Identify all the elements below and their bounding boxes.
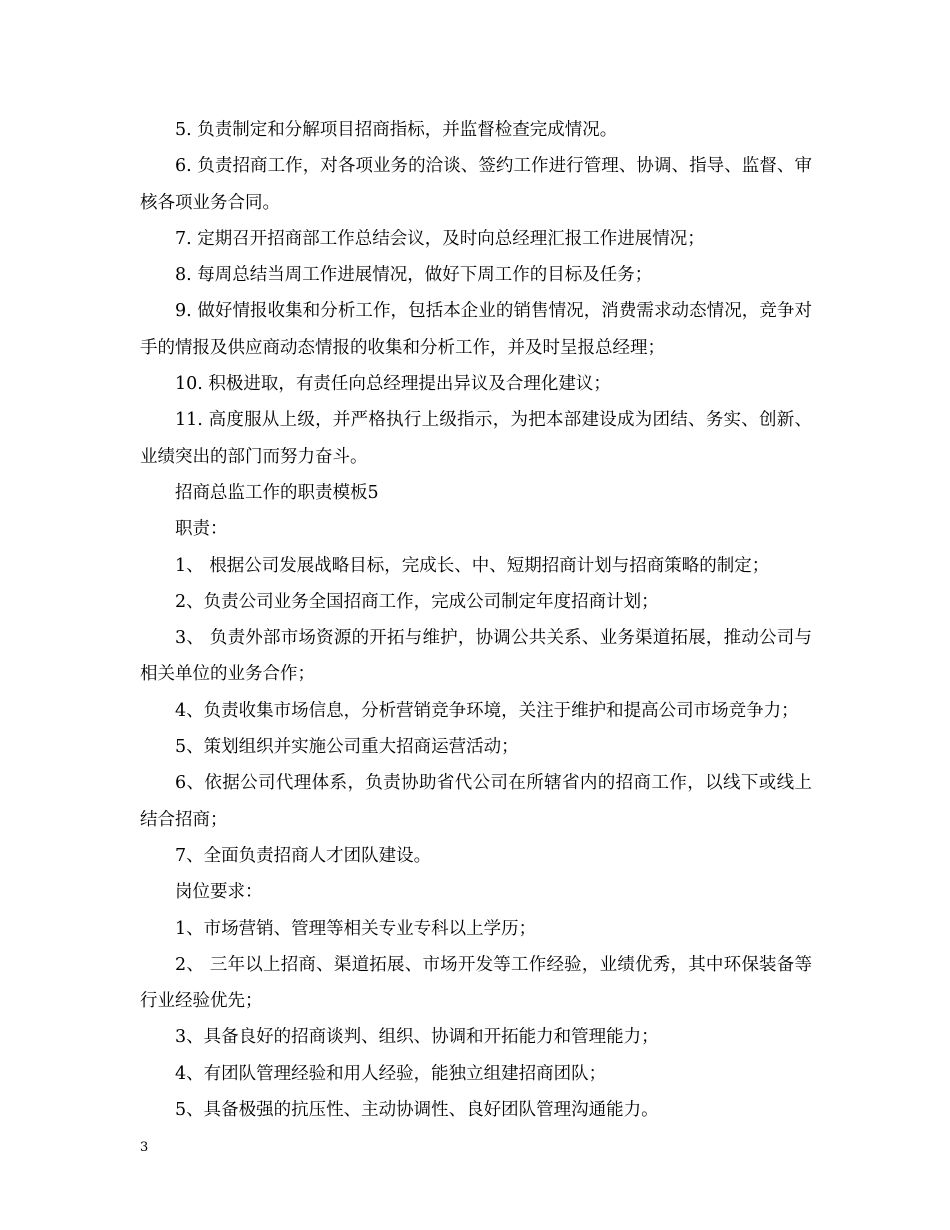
paragraph: 1、 根据公司发展战略目标，完成长、中、短期招商计划与招商策略的制定； xyxy=(175,555,770,576)
paragraph: 7、全面负责招商人才团队建设。 xyxy=(175,845,432,866)
section-heading: 招商总监工作的职责模板5 xyxy=(175,482,379,503)
subsection-heading: 职责： xyxy=(175,519,228,540)
paragraph: 5、具备极强的抗压性、主动协调性、良好团队管理沟通能力。 xyxy=(175,1100,659,1121)
document-body xyxy=(140,112,812,1128)
paragraph: 2、负责公司业务全国招商工作，完成公司制定年度招商计划； xyxy=(175,591,659,612)
paragraph: 6、依据公司代理体系，负责协助省代公司在所辖省内的招商工作，以线下或线上结合招商； xyxy=(140,773,812,830)
paragraph: 5、策划组织并实施公司重大招商运营活动； xyxy=(175,737,519,758)
paragraph: 5. 负责制定和分解项目招商指标，并监督检查完成情况。 xyxy=(175,120,618,140)
paragraph: 7. 定期召开招商部工作总结会议，及时向总经理汇报工作进展情况； xyxy=(175,228,705,249)
paragraph: 9. 做好情报收集和分析工作，包括本企业的销售情况，消费需求动态情况，竞争对手的情报及供应商动态情报的收集和分析工作，并及时呈报总经理； xyxy=(140,301,812,358)
paragraph: 1、市场营销、管理等相关专业专科以上学历； xyxy=(175,918,537,939)
paragraph: 11. 高度服从上级，并严格执行上级指示，为把本部建设成为团结、务实、创新、业绩突出的部门而努力奋斗。 xyxy=(140,410,812,467)
paragraph: 6. 负责招商工作，对各项业务的洽谈、签约工作进行管理、协调、指导、监督、审核各项业务合同。 xyxy=(140,156,812,213)
paragraph: 3、 负责外部市场资源的开拓与维护，协调公共关系、业务渠道拓展，推动公司与相关单位的业务合作； xyxy=(140,628,812,685)
page-number: 3 xyxy=(140,1140,149,1155)
paragraph: 8. 每周总结当周工作进展情况，做好下周工作的目标及任务； xyxy=(175,265,653,286)
paragraph: 4、有团队管理经验和用人经验，能独立组建招商团队； xyxy=(175,1063,607,1084)
paragraph: 2、 三年以上招商、渠道拓展、市场开发等工作经验，业绩优秀，其中环保装备等行业经验优先； xyxy=(140,954,812,1012)
paragraph: 3、具备良好的招商谈判、组织、协调和开拓能力和管理能力； xyxy=(175,1027,659,1048)
paragraph: 4、负责收集市场信息，分析营销竞争环境，关注于维护和提高公司市场竞争力； xyxy=(175,700,799,721)
paragraph: 10. 积极进取，有责任向总经理提出异议及合理化建议； xyxy=(175,374,611,395)
subsection-heading: 岗位要求： xyxy=(175,882,263,903)
